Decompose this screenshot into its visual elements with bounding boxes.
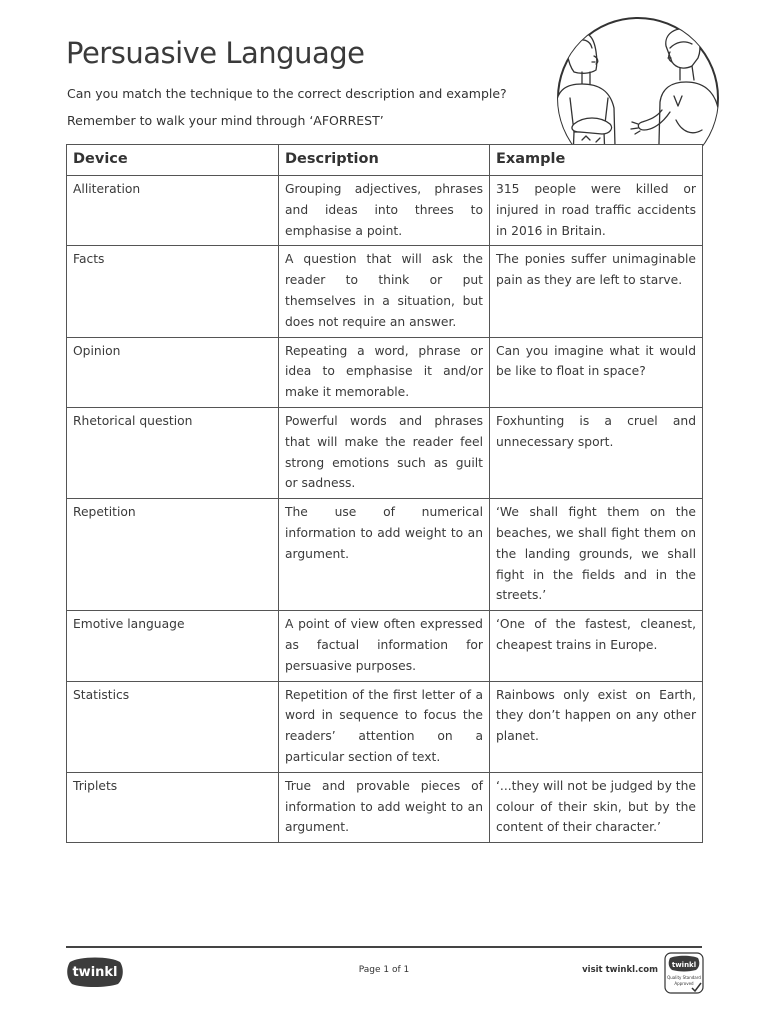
quality-standard-badge <box>664 952 704 994</box>
device-cell: Opinion <box>67 337 279 407</box>
device-cell: Alliteration <box>67 176 279 246</box>
device-cell: Facts <box>67 246 279 337</box>
device-cell: Repetition <box>67 499 279 611</box>
example-cell: ‘...they will not be judged by the colour of their skin, but by the content of their character.’ <box>490 772 703 842</box>
table-row <box>67 611 703 681</box>
persuasive-devices-table <box>66 144 703 843</box>
example-cell: Foxhunting is a cruel and unnecessary sport. <box>490 407 703 498</box>
device-cell: Statistics <box>67 681 279 772</box>
example-cell: The ponies suffer unimaginable pain as they are left to starve. <box>490 246 703 337</box>
table-row <box>67 407 703 498</box>
description-cell: Repeating a word, phrase or idea to emphasise it and/or make it memorable. <box>279 337 490 407</box>
description-cell: Grouping adjectives, phrases and ideas into threes to emphasise a point. <box>279 176 490 246</box>
column-header-description: Description <box>279 145 490 176</box>
table-row <box>67 176 703 246</box>
badge-brand-text: twinkl <box>671 961 697 969</box>
instruction-text: Can you match the technique to the correct description and example? <box>67 86 507 101</box>
website-link[interactable]: visit twinkl.com <box>582 965 658 975</box>
page-title: Persuasive Language <box>66 36 365 70</box>
description-cell: A question that will ask the reader to think or put themselves in a situation, but does not require an answer. <box>279 246 490 337</box>
column-header-example: Example <box>490 145 703 176</box>
description-cell: A point of view often expressed as factual information for persuasive purposes. <box>279 611 490 681</box>
table-row <box>67 681 703 772</box>
example-cell: Can you imagine what it would be like to float in space? <box>490 337 703 407</box>
description-cell: Powerful words and phrases that will make the reader feel strong emotions such as guilt or sadness. <box>279 407 490 498</box>
device-cell: Emotive language <box>67 611 279 681</box>
table-row <box>67 772 703 842</box>
example-cell: ‘We shall fight them on the beaches, we shall fight them on the landing grounds, we shall fight in the fields and in the streets.’ <box>490 499 703 611</box>
column-header-device: Device <box>67 145 279 176</box>
device-cell: Triplets <box>67 772 279 842</box>
badge-line2: Approved <box>674 981 694 986</box>
description-cell: True and provable pieces of information to add weight to an argument. <box>279 772 490 842</box>
device-cell: Rhetorical question <box>67 407 279 498</box>
table-row <box>67 337 703 407</box>
table-row <box>67 246 703 337</box>
description-cell: Repetition of the first letter of a word in sequence to focus the readers’ attention on a particular section of text. <box>279 681 490 772</box>
logo-text: twinkl <box>72 965 118 980</box>
badge-line1: Quality Standard <box>667 975 701 980</box>
example-cell: ‘One of the fastest, cleanest, cheapest trains in Europe. <box>490 611 703 681</box>
table-row <box>67 499 703 611</box>
footer-divider <box>66 946 702 948</box>
example-cell: Rainbows only exist on Earth, they don’t happen on any other planet. <box>490 681 703 772</box>
instruction-reminder: Remember to walk your mind through ‘AFORREST’ <box>67 113 384 128</box>
table-header-row <box>67 145 703 176</box>
description-cell: The use of numerical information to add weight to an argument. <box>279 499 490 611</box>
example-cell: 315 people were killed or injured in road traffic accidents in 2016 in Britain. <box>490 176 703 246</box>
page-number: Page 1 of 1 <box>358 965 410 975</box>
